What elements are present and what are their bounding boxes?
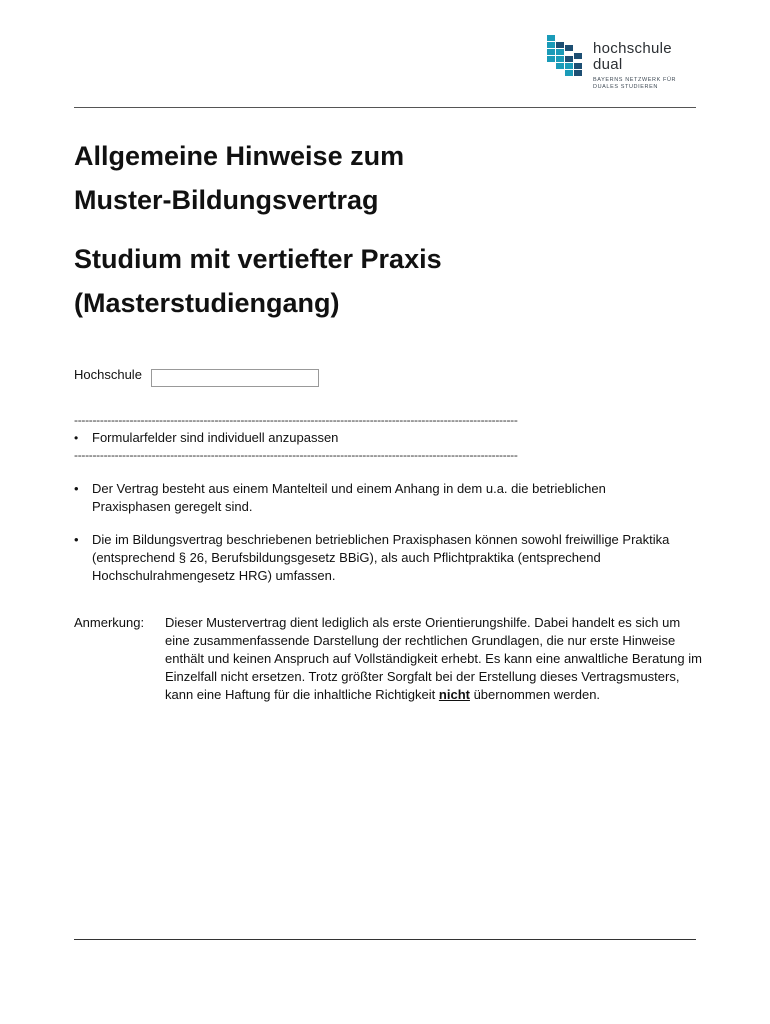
anmerkung-text-main: Dieser Mustervertrag dient lediglich als erste Orientierungshilfe. Dabei handelt es sich um eine zusammenfassende Darstellung der rechtlichen Grundlagen, die nur erste Hinweise enthält und keinen Anspruch auf Vollständigkeit erhebt. Es kann eine anwaltliche Beratung im Einzelfall nicht ersetzen. Trotz größter Sorgfalt bei der Erstellung dieses Vertragsmusters, kann eine Haftung für die inhaltliche Richtigkeit [165, 615, 702, 702]
dashed-separator-top: ------------------------------------------------------------------------------------------------------------------------ [74, 414, 518, 426]
logo-tagline-1: BAYERNS NETZWERK FÜR [593, 77, 677, 83]
dashed-separator-bottom: ------------------------------------------------------------------------------------------------------------------------ [74, 449, 518, 461]
bullet-icon: • [74, 532, 79, 547]
info-bullet-list [74, 480, 684, 600]
anmerkung-label: Anmerkung: [74, 615, 145, 630]
header-divider [74, 107, 696, 108]
title-line-1: Allgemeine Hinweise zum [74, 141, 405, 171]
form-note [74, 430, 338, 445]
subtitle-line-2: (Masterstudiengang) [74, 288, 340, 318]
footer-divider [74, 939, 696, 940]
hochschule-label: Hochschule [74, 367, 142, 382]
hochschule-input[interactable] [151, 369, 319, 387]
anmerkung-emphasis: nicht [438, 687, 470, 702]
document-subtitle [74, 237, 442, 325]
logo-mark-icon [545, 33, 589, 83]
list-item-text: Der Vertrag besteht aus einem Mantelteil und einem Anhang in dem u.a. die betrieblichen Praxisphasen geregelt sind. [92, 481, 606, 514]
bullet-icon: • [74, 481, 79, 496]
subtitle-line-1: Studium mit vertiefter Praxis [74, 244, 442, 274]
title-line-2: Muster-Bildungsvertrag [74, 185, 379, 215]
list-item [74, 480, 684, 516]
logo-text-hochschule: hochschule [593, 40, 672, 57]
hochschule-dual-logo [545, 33, 685, 97]
note-text: Formularfelder sind individuell anzupassen [92, 430, 339, 445]
anmerkung-text [165, 614, 705, 704]
note-bullet: • [74, 431, 79, 445]
list-item [74, 531, 684, 585]
anmerkung-text-end: übernommen werden. [469, 687, 601, 702]
logo-text-dual: dual [593, 56, 623, 73]
document-title [74, 134, 404, 222]
list-item-text: Die im Bildungsvertrag beschriebenen betrieblichen Praxisphasen können sowohl freiwillige Praktika (entsprechend § 26, Berufsbildungsgesetz BBiG), als auch Pflichtpraktika (entsprechend Hochschulrahmengesetz HRG) umfassen. [92, 532, 670, 583]
logo-tagline-2: DUALES STUDIEREN [593, 84, 658, 90]
